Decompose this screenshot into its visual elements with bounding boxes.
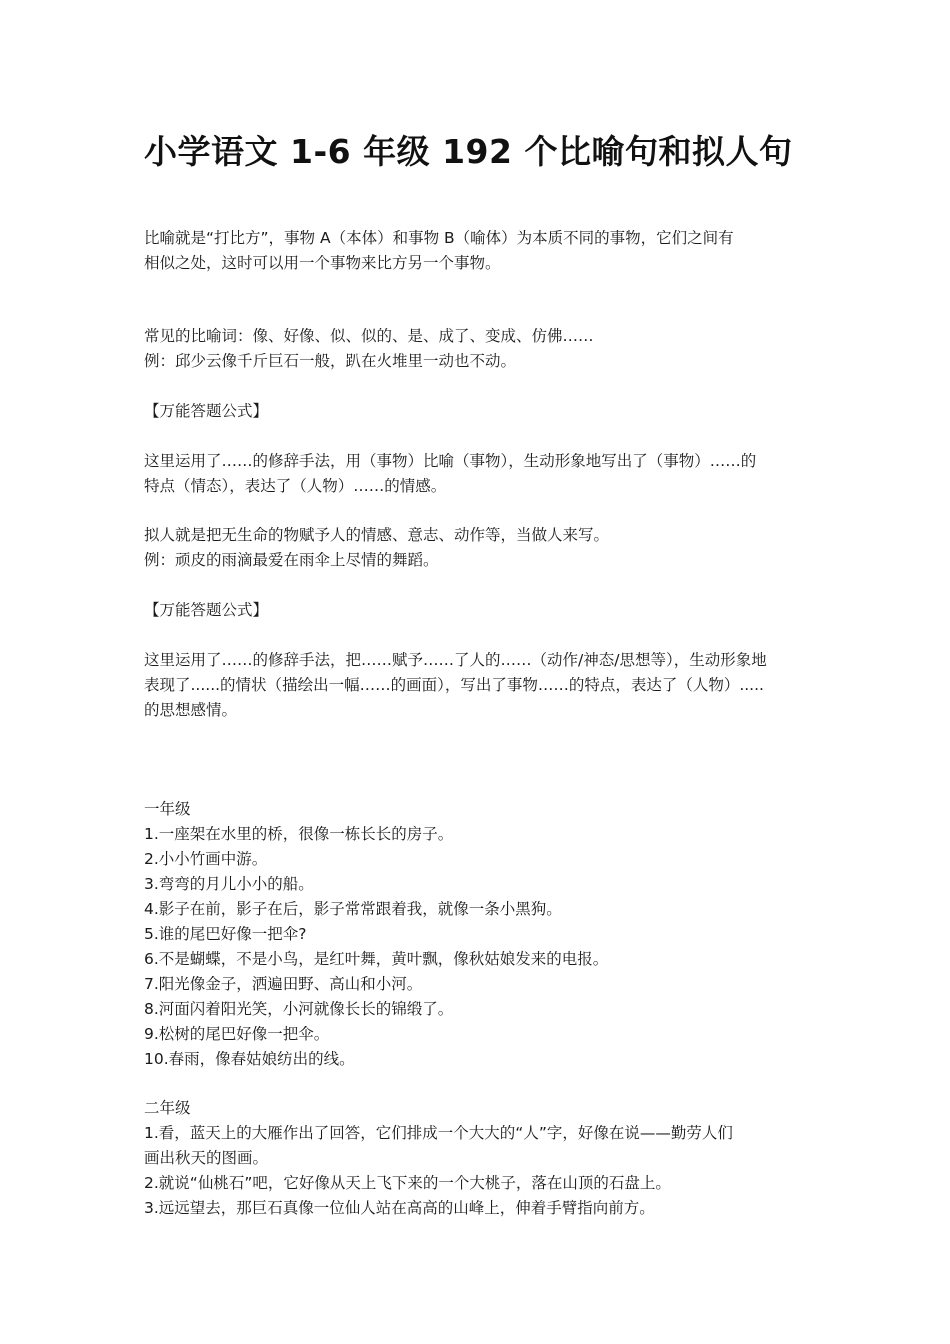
grade-heading: 二年级	[144, 1099, 191, 1117]
section-heading: 【万能答题公式】	[144, 601, 269, 619]
personification-formula	[144, 648, 809, 723]
list-item: 1.看，蓝天上的大雁作出了回答，它们排成一个大大的“人”字，好像在说——勤劳人们	[144, 1124, 733, 1142]
metaphor-words-block	[144, 324, 809, 374]
grade1-section	[144, 797, 809, 1072]
text-line: 比喻就是“打比方”，事物 A（本体）和事物 B（喻体）为本质不同的事物，它们之间有	[144, 229, 734, 247]
list-item: 7.阳光像金子，洒遍田野、高山和小河。	[144, 975, 423, 993]
list-item: 2.就说“仙桃石”吧，它好像从天上飞下来的一个大桃子，落在山顶的石盘上。	[144, 1174, 671, 1192]
page-title: 小学语文 1-6 年级 192 个比喻句和拟人句	[144, 132, 793, 171]
personification-block	[144, 523, 809, 573]
list-item: 8.河面闪着阳光笑，小河就像长长的锦缎了。	[144, 1000, 454, 1018]
list-item: 6.不是蝴蝶，不是小鸟，是红叶舞，黄叶飘，像秋姑娘发来的电报。	[144, 950, 609, 968]
metaphor-example: 例：邱少云像千斤巨石一般，趴在火堆里一动也不动。	[144, 352, 517, 370]
grade2-section	[144, 1096, 809, 1221]
personification-example: 例：顽皮的雨滴最爱在雨伞上尽情的舞蹈。	[144, 551, 439, 569]
text-line: 这里运用了……的修辞手法，把……赋予……了人的……（动作/神态/思想等），生动形象地	[144, 651, 767, 669]
grade-heading: 一年级	[144, 800, 191, 818]
list-item: 3.远远望去，那巨石真像一位仙人站在高高的山峰上，伸着手臂指向前方。	[144, 1199, 655, 1217]
text-line: 表现了......的情状（描绘出一幅……的画面），写出了事物……的特点，表达了（人物）.....	[144, 676, 764, 694]
list-item: 2.小小竹画中游。	[144, 850, 268, 868]
text-line: 这里运用了……的修辞手法，用（事物）比喻（事物），生动形象地写出了（事物）……的	[144, 452, 757, 470]
text-line: 相似之处，这时可以用一个事物来比方另一个事物。	[144, 254, 501, 272]
list-item: 3.弯弯的月儿小小的船。	[144, 875, 314, 893]
list-item: 10.春雨，像春姑娘纺出的线。	[144, 1050, 355, 1068]
list-item: 4.影子在前，影子在后，影子常常跟着我，就像一条小黑狗。	[144, 900, 562, 918]
metaphor-definition	[144, 226, 809, 276]
text-line: 特点（情态），表达了（人物）……的情感。	[144, 477, 447, 495]
section-heading: 【万能答题公式】	[144, 402, 269, 420]
text-line: 的思想感情。	[144, 701, 238, 719]
formula-heading	[144, 598, 809, 623]
formula-heading	[144, 399, 809, 424]
list-item: 画出秋天的图画。	[144, 1149, 269, 1167]
list-item: 1.一座架在水里的桥，很像一栋长长的房子。	[144, 825, 454, 843]
common-metaphor-words: 常见的比喻词：像、好像、似、似的、是、成了、变成、仿佛……	[144, 327, 594, 345]
personification-definition: 拟人就是把无生命的物赋予人的情感、意志、动作等，当做人来写。	[144, 526, 610, 544]
list-item: 9.松树的尾巴好像一把伞。	[144, 1025, 330, 1043]
list-item: 5.谁的尾巴好像一把伞?	[144, 925, 307, 943]
metaphor-formula	[144, 449, 809, 499]
